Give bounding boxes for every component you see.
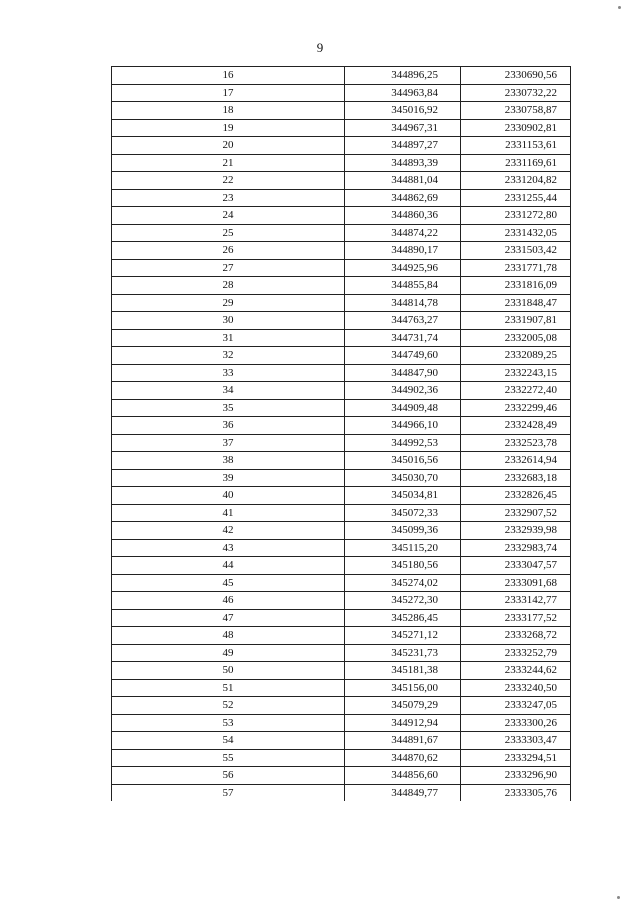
x-coordinate-cell: 344891,67 bbox=[345, 732, 461, 750]
x-coordinate-cell: 344966,10 bbox=[345, 417, 461, 435]
point-number-cell: 21 bbox=[112, 154, 345, 172]
point-number-cell: 42 bbox=[112, 522, 345, 540]
y-coordinate-cell: 2332983,74 bbox=[461, 539, 571, 557]
point-number-cell: 56 bbox=[112, 767, 345, 785]
x-coordinate-cell: 344912,94 bbox=[345, 714, 461, 732]
point-number-cell: 33 bbox=[112, 364, 345, 382]
point-number-cell: 52 bbox=[112, 697, 345, 715]
table-row bbox=[112, 417, 571, 435]
y-coordinate-cell: 2330690,56 bbox=[461, 67, 571, 85]
x-coordinate-cell: 344731,74 bbox=[345, 329, 461, 347]
x-coordinate-cell: 345180,56 bbox=[345, 557, 461, 575]
y-coordinate-cell: 2333240,50 bbox=[461, 679, 571, 697]
x-coordinate-cell: 345030,70 bbox=[345, 469, 461, 487]
point-number-cell: 55 bbox=[112, 749, 345, 767]
y-coordinate-cell: 2330758,87 bbox=[461, 102, 571, 120]
point-number-cell: 29 bbox=[112, 294, 345, 312]
table-row bbox=[112, 504, 571, 522]
table-row bbox=[112, 662, 571, 680]
x-coordinate-cell: 344902,36 bbox=[345, 382, 461, 400]
point-number-cell: 41 bbox=[112, 504, 345, 522]
y-coordinate-cell: 2332826,45 bbox=[461, 487, 571, 505]
table-row bbox=[112, 137, 571, 155]
x-coordinate-cell: 344909,48 bbox=[345, 399, 461, 417]
table-row bbox=[112, 539, 571, 557]
point-number-cell: 43 bbox=[112, 539, 345, 557]
y-coordinate-cell: 2331169,61 bbox=[461, 154, 571, 172]
x-coordinate-cell: 344763,27 bbox=[345, 312, 461, 330]
y-coordinate-cell: 2331771,78 bbox=[461, 259, 571, 277]
point-number-cell: 16 bbox=[112, 67, 345, 85]
point-number-cell: 24 bbox=[112, 207, 345, 225]
point-number-cell: 45 bbox=[112, 574, 345, 592]
table-row bbox=[112, 84, 571, 102]
x-coordinate-cell: 344925,96 bbox=[345, 259, 461, 277]
table-row bbox=[112, 312, 571, 330]
point-number-cell: 39 bbox=[112, 469, 345, 487]
point-number-cell: 53 bbox=[112, 714, 345, 732]
y-coordinate-cell: 2333047,57 bbox=[461, 557, 571, 575]
y-coordinate-cell: 2331848,47 bbox=[461, 294, 571, 312]
y-coordinate-cell: 2332005,08 bbox=[461, 329, 571, 347]
y-coordinate-cell: 2331816,09 bbox=[461, 277, 571, 295]
table-row bbox=[112, 592, 571, 610]
table-row bbox=[112, 102, 571, 120]
y-coordinate-cell: 2331204,82 bbox=[461, 172, 571, 190]
table-row bbox=[112, 434, 571, 452]
x-coordinate-cell: 344881,04 bbox=[345, 172, 461, 190]
point-number-cell: 18 bbox=[112, 102, 345, 120]
point-number-cell: 57 bbox=[112, 784, 345, 801]
table-row bbox=[112, 329, 571, 347]
x-coordinate-cell: 345016,92 bbox=[345, 102, 461, 120]
table-row bbox=[112, 259, 571, 277]
table-row bbox=[112, 154, 571, 172]
x-coordinate-cell: 345156,00 bbox=[345, 679, 461, 697]
table-row bbox=[112, 749, 571, 767]
point-number-cell: 22 bbox=[112, 172, 345, 190]
point-number-cell: 26 bbox=[112, 242, 345, 260]
x-coordinate-cell: 345274,02 bbox=[345, 574, 461, 592]
x-coordinate-cell: 344992,53 bbox=[345, 434, 461, 452]
point-number-cell: 31 bbox=[112, 329, 345, 347]
y-coordinate-cell: 2333303,47 bbox=[461, 732, 571, 750]
y-coordinate-cell: 2332272,40 bbox=[461, 382, 571, 400]
point-number-cell: 46 bbox=[112, 592, 345, 610]
table-row bbox=[112, 399, 571, 417]
point-number-cell: 47 bbox=[112, 609, 345, 627]
table-row bbox=[112, 364, 571, 382]
table-row bbox=[112, 347, 571, 365]
scan-speck bbox=[618, 6, 621, 9]
y-coordinate-cell: 2332243,15 bbox=[461, 364, 571, 382]
y-coordinate-cell: 2332907,52 bbox=[461, 504, 571, 522]
x-coordinate-cell: 345272,30 bbox=[345, 592, 461, 610]
x-coordinate-cell: 344897,27 bbox=[345, 137, 461, 155]
y-coordinate-cell: 2331153,61 bbox=[461, 137, 571, 155]
table-row bbox=[112, 732, 571, 750]
point-number-cell: 17 bbox=[112, 84, 345, 102]
point-number-cell: 44 bbox=[112, 557, 345, 575]
x-coordinate-cell: 345072,33 bbox=[345, 504, 461, 522]
table-row bbox=[112, 469, 571, 487]
point-number-cell: 25 bbox=[112, 224, 345, 242]
table-row bbox=[112, 574, 571, 592]
x-coordinate-cell: 344862,69 bbox=[345, 189, 461, 207]
table-row bbox=[112, 189, 571, 207]
table-row bbox=[112, 522, 571, 540]
y-coordinate-cell: 2333142,77 bbox=[461, 592, 571, 610]
point-number-cell: 48 bbox=[112, 627, 345, 645]
x-coordinate-cell: 344847,90 bbox=[345, 364, 461, 382]
y-coordinate-cell: 2333300,26 bbox=[461, 714, 571, 732]
point-number-cell: 32 bbox=[112, 347, 345, 365]
table-row bbox=[112, 679, 571, 697]
x-coordinate-cell: 344896,25 bbox=[345, 67, 461, 85]
table-row bbox=[112, 644, 571, 662]
table-row bbox=[112, 242, 571, 260]
table-row bbox=[112, 207, 571, 225]
y-coordinate-cell: 2330902,81 bbox=[461, 119, 571, 137]
coordinates-table bbox=[111, 66, 571, 801]
y-coordinate-cell: 2332614,94 bbox=[461, 452, 571, 470]
y-coordinate-cell: 2333305,76 bbox=[461, 784, 571, 801]
x-coordinate-cell: 344814,78 bbox=[345, 294, 461, 312]
table-row bbox=[112, 294, 571, 312]
table-row bbox=[112, 277, 571, 295]
table-row bbox=[112, 452, 571, 470]
y-coordinate-cell: 2333294,51 bbox=[461, 749, 571, 767]
y-coordinate-cell: 2333244,62 bbox=[461, 662, 571, 680]
x-coordinate-cell: 345231,73 bbox=[345, 644, 461, 662]
table-row bbox=[112, 784, 571, 801]
table-row bbox=[112, 557, 571, 575]
point-number-cell: 20 bbox=[112, 137, 345, 155]
point-number-cell: 49 bbox=[112, 644, 345, 662]
table-row bbox=[112, 714, 571, 732]
y-coordinate-cell: 2331432,05 bbox=[461, 224, 571, 242]
x-coordinate-cell: 345271,12 bbox=[345, 627, 461, 645]
point-number-cell: 37 bbox=[112, 434, 345, 452]
table-row bbox=[112, 67, 571, 85]
x-coordinate-cell: 344874,22 bbox=[345, 224, 461, 242]
y-coordinate-cell: 2332089,25 bbox=[461, 347, 571, 365]
x-coordinate-cell: 345016,56 bbox=[345, 452, 461, 470]
page-number: 9 bbox=[316, 40, 324, 55]
y-coordinate-cell: 2333091,68 bbox=[461, 574, 571, 592]
table-row bbox=[112, 172, 571, 190]
x-coordinate-cell: 344967,31 bbox=[345, 119, 461, 137]
point-number-cell: 51 bbox=[112, 679, 345, 697]
x-coordinate-cell: 344849,77 bbox=[345, 784, 461, 801]
x-coordinate-cell: 344870,62 bbox=[345, 749, 461, 767]
point-number-cell: 36 bbox=[112, 417, 345, 435]
point-number-cell: 40 bbox=[112, 487, 345, 505]
coordinates-table-body bbox=[112, 67, 571, 802]
x-coordinate-cell: 345079,29 bbox=[345, 697, 461, 715]
y-coordinate-cell: 2333177,52 bbox=[461, 609, 571, 627]
point-number-cell: 50 bbox=[112, 662, 345, 680]
y-coordinate-cell: 2333252,79 bbox=[461, 644, 571, 662]
scan-speck bbox=[617, 896, 620, 899]
table-row bbox=[112, 119, 571, 137]
x-coordinate-cell: 344856,60 bbox=[345, 767, 461, 785]
y-coordinate-cell: 2333296,90 bbox=[461, 767, 571, 785]
x-coordinate-cell: 345181,38 bbox=[345, 662, 461, 680]
point-number-cell: 54 bbox=[112, 732, 345, 750]
table-row bbox=[112, 487, 571, 505]
table-row bbox=[112, 224, 571, 242]
x-coordinate-cell: 345286,45 bbox=[345, 609, 461, 627]
point-number-cell: 27 bbox=[112, 259, 345, 277]
y-coordinate-cell: 2331907,81 bbox=[461, 312, 571, 330]
y-coordinate-cell: 2331503,42 bbox=[461, 242, 571, 260]
point-number-cell: 30 bbox=[112, 312, 345, 330]
table-row bbox=[112, 627, 571, 645]
y-coordinate-cell: 2331255,44 bbox=[461, 189, 571, 207]
x-coordinate-cell: 345034,81 bbox=[345, 487, 461, 505]
y-coordinate-cell: 2332939,98 bbox=[461, 522, 571, 540]
y-coordinate-cell: 2332299,46 bbox=[461, 399, 571, 417]
x-coordinate-cell: 344855,84 bbox=[345, 277, 461, 295]
y-coordinate-cell: 2332683,18 bbox=[461, 469, 571, 487]
point-number-cell: 38 bbox=[112, 452, 345, 470]
point-number-cell: 23 bbox=[112, 189, 345, 207]
x-coordinate-cell: 345099,36 bbox=[345, 522, 461, 540]
y-coordinate-cell: 2333268,72 bbox=[461, 627, 571, 645]
table-row bbox=[112, 697, 571, 715]
point-number-cell: 34 bbox=[112, 382, 345, 400]
point-number-cell: 35 bbox=[112, 399, 345, 417]
y-coordinate-cell: 2332523,78 bbox=[461, 434, 571, 452]
x-coordinate-cell: 345115,20 bbox=[345, 539, 461, 557]
y-coordinate-cell: 2331272,80 bbox=[461, 207, 571, 225]
point-number-cell: 19 bbox=[112, 119, 345, 137]
table-row bbox=[112, 609, 571, 627]
x-coordinate-cell: 344860,36 bbox=[345, 207, 461, 225]
x-coordinate-cell: 344749,60 bbox=[345, 347, 461, 365]
y-coordinate-cell: 2332428,49 bbox=[461, 417, 571, 435]
y-coordinate-cell: 2330732,22 bbox=[461, 84, 571, 102]
x-coordinate-cell: 344893,39 bbox=[345, 154, 461, 172]
point-number-cell: 28 bbox=[112, 277, 345, 295]
table-row bbox=[112, 767, 571, 785]
y-coordinate-cell: 2333247,05 bbox=[461, 697, 571, 715]
table-row bbox=[112, 382, 571, 400]
x-coordinate-cell: 344963,84 bbox=[345, 84, 461, 102]
x-coordinate-cell: 344890,17 bbox=[345, 242, 461, 260]
